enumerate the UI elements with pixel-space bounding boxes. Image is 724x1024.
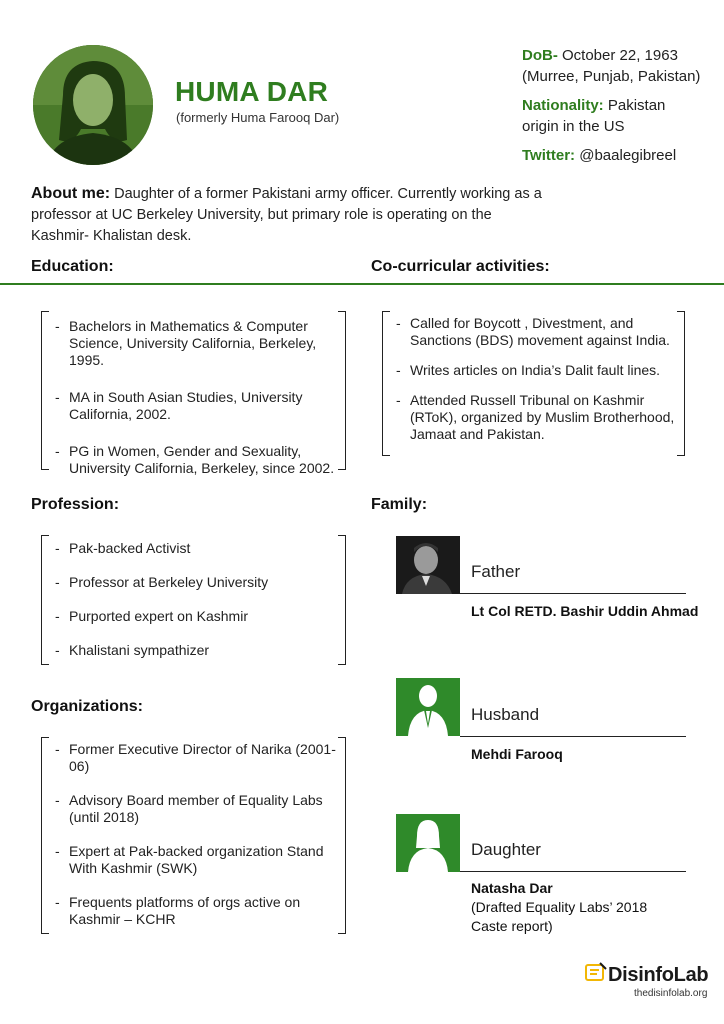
husband-avatar-icon [396,678,460,736]
list-item: - MA in South Asian Studies, University California, 2002. [55,389,303,422]
education-box [41,311,346,476]
nationality-row [522,95,722,137]
daughter-note-2: Caste report) [471,918,553,934]
list-item: - Khalistani sympathizer [55,642,210,658]
list-item: - Called for Boycott , Divestment, and Sanctions (BDS) movement against India. [396,315,670,348]
dob-label: DoB- [522,47,558,64]
organizations-title: Organizations: [31,698,144,715]
list-item: - Former Executive Director of Narika (2001-06) [55,741,336,774]
list-item: - Writes articles on India’s Dalit fault lines. [396,362,661,378]
profession-list [55,535,336,659]
father-relation: Father [471,562,521,581]
twitter-handle[interactable]: @baalegibreel [575,147,677,164]
profile-info [522,45,722,174]
list-item: - Frequents platforms of orgs active on Kashmir – KCHR [55,894,301,927]
education-title: Education: [31,258,114,275]
about-label: About me: [31,185,111,202]
list-item: - Attended Russell Tribunal on Kashmir (RToK), organized by Muslim Brotherhood, Jamaat and Pakistan. [396,392,675,442]
list-item: - Expert at Pak-backed organization Stand With Kashmir (SWK) [55,843,324,876]
brand-name: DisinfoLab [608,964,709,986]
daughter-underline [460,871,686,872]
dob-value: October 22, 1963 [557,47,678,64]
cocurricular-list [396,311,675,443]
husband-name: Mehdi Farooq [471,746,563,762]
profession-title: Profession: [31,496,120,513]
dob-row [522,45,722,87]
list-item: - Purported expert on Kashmir [55,608,248,624]
daughter-avatar-icon [396,814,460,872]
list-item: - Bachelors in Mathematics & Computer Science, University California, Berkeley, 1995. [55,318,317,368]
organizations-box [41,737,346,934]
book-pen-logo-icon [585,961,607,988]
cocurricular-box [382,311,685,456]
daughter-name: Natasha Dar [471,880,553,896]
father-underline [460,593,686,594]
about-paragraph [31,183,551,247]
husband-relation: Husband [471,705,540,724]
former-name: (formerly Huma Farooq Dar) [176,110,340,125]
section-divider [0,283,724,285]
daughter-relation: Daughter [471,840,541,859]
father-name: Lt Col RETD. Bashir Uddin Ahmad [471,603,699,619]
list-item: - Advisory Board member of Equality Labs (until 2018) [55,792,323,825]
father-photo [396,536,460,594]
about-text: Daughter of a former Pakistani army officer. Currently working as a professor at UC Berkeley University, but primary role is operating on the Kashmir- Khalistan desk. [31,186,542,244]
twitter-row [522,145,722,166]
list-item: - Professor at Berkeley University [55,574,269,590]
family-title: Family: [371,496,428,513]
nationality-value-2: origin in the US [522,118,625,135]
organizations-list [55,737,336,928]
husband-underline [460,736,686,737]
cocurricular-title: Co-curricular activities: [371,258,550,275]
profile-photo [33,45,153,165]
profile-name: HUMA DAR [175,76,328,107]
nationality-value: Pakistan [603,97,666,114]
twitter-label: Twitter: [522,147,576,164]
nationality-label: Nationality: [522,97,604,114]
education-list [55,311,336,477]
daughter-note-1: (Drafted Equality Labs’ 2018 [471,899,648,915]
profession-box [41,535,346,665]
dob-place: (Murree, Punjab, Pakistan) [522,68,701,85]
list-item: - Pak-backed Activist [55,540,191,556]
brand-url[interactable]: thedisinfolab.org [634,988,708,999]
list-item: - PG in Women, Gender and Sexuality, University California, Berkeley, since 2002. [55,443,335,476]
